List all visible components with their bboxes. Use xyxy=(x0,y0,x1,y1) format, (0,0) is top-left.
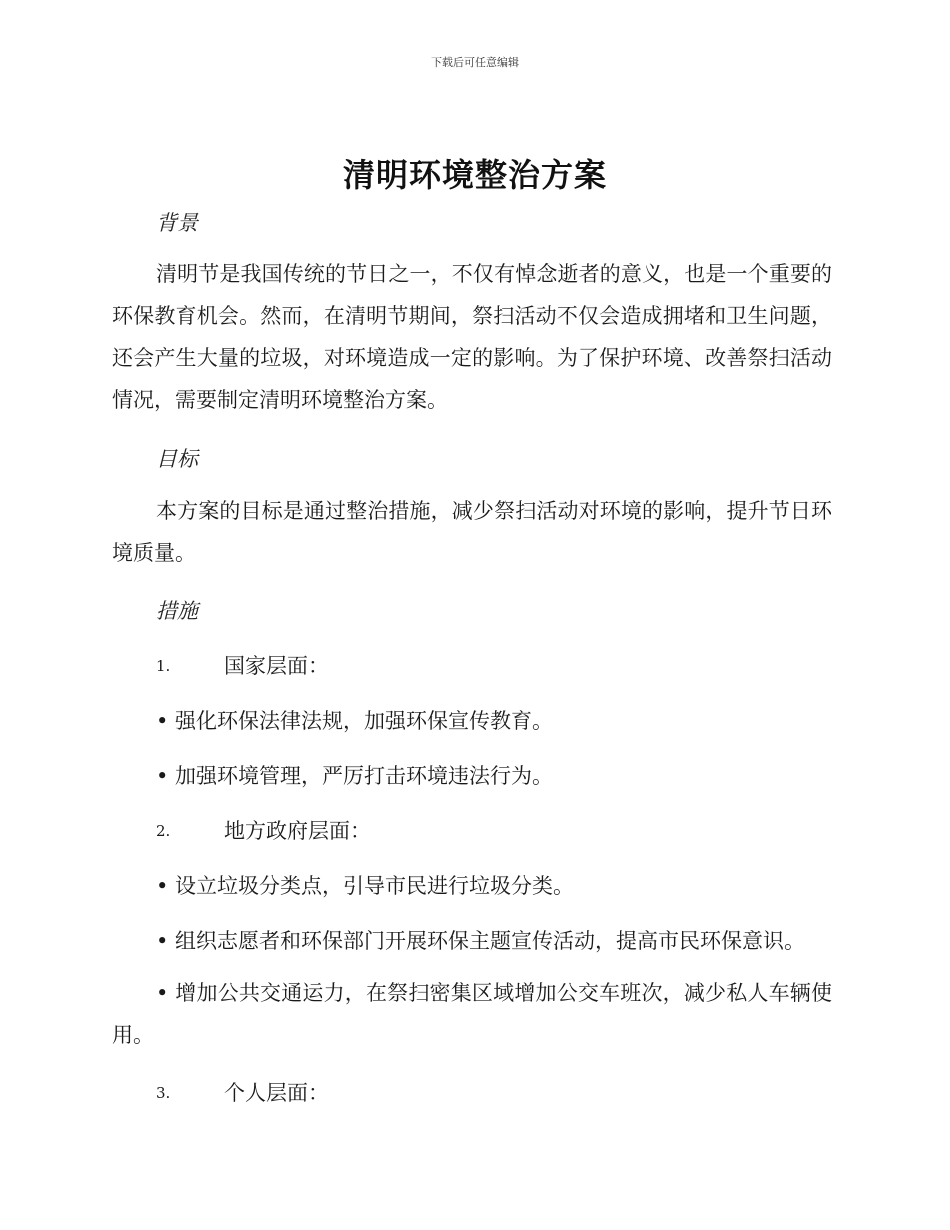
measure-level-3 xyxy=(156,1077,329,1107)
section-heading-background: 背景 xyxy=(156,211,198,235)
list-label: 个人层面： xyxy=(224,1081,329,1105)
background-paragraph: 清明节是我国传统的节日之一，不仅有悼念逝者的意义，也是一个重要的环保教育机会。然而，在清明节期间，祭扫活动不仅会造成拥堵和卫生问题，还会产生大量的垃圾，对环境造成一定的影响。为了保护环境、改善祭扫活动情况，需要制定清明环境整治方案。 xyxy=(112,262,832,412)
list-item: • 设立垃圾分类点，引导市民进行垃圾分类。 xyxy=(156,874,575,898)
list-number: 1. xyxy=(156,657,171,675)
list-item: • 增加公共交通运力，在祭扫密集区域增加公交车班次，减少私人车辆使用。 xyxy=(112,981,832,1047)
goal-paragraph: 本方案的目标是通过整治措施，减少祭扫活动对环境的影响，提升节日环境质量。 xyxy=(112,499,832,565)
measure-level-1 xyxy=(156,650,329,680)
list-label: 地方政府层面： xyxy=(224,819,371,843)
document-title: 清明环境整治方案 xyxy=(342,156,607,194)
header-note: 下载后可任意编辑 xyxy=(431,56,519,69)
list-item: • 强化环保法律法规，加强环保宣传教育。 xyxy=(156,709,554,733)
list-item: • 加强环境管理，严厉打击环境违法行为。 xyxy=(156,764,554,788)
list-item: • 组织志愿者和环保部门开展环保主题宣传活动，提高市民环保意识。 xyxy=(156,929,806,953)
measure-level-2 xyxy=(156,815,371,845)
list-number: 3. xyxy=(156,1084,171,1102)
section-heading-goal: 目标 xyxy=(156,447,198,471)
section-heading-measures: 措施 xyxy=(156,599,198,623)
list-number: 2. xyxy=(156,822,171,840)
list-label: 国家层面： xyxy=(224,654,329,678)
